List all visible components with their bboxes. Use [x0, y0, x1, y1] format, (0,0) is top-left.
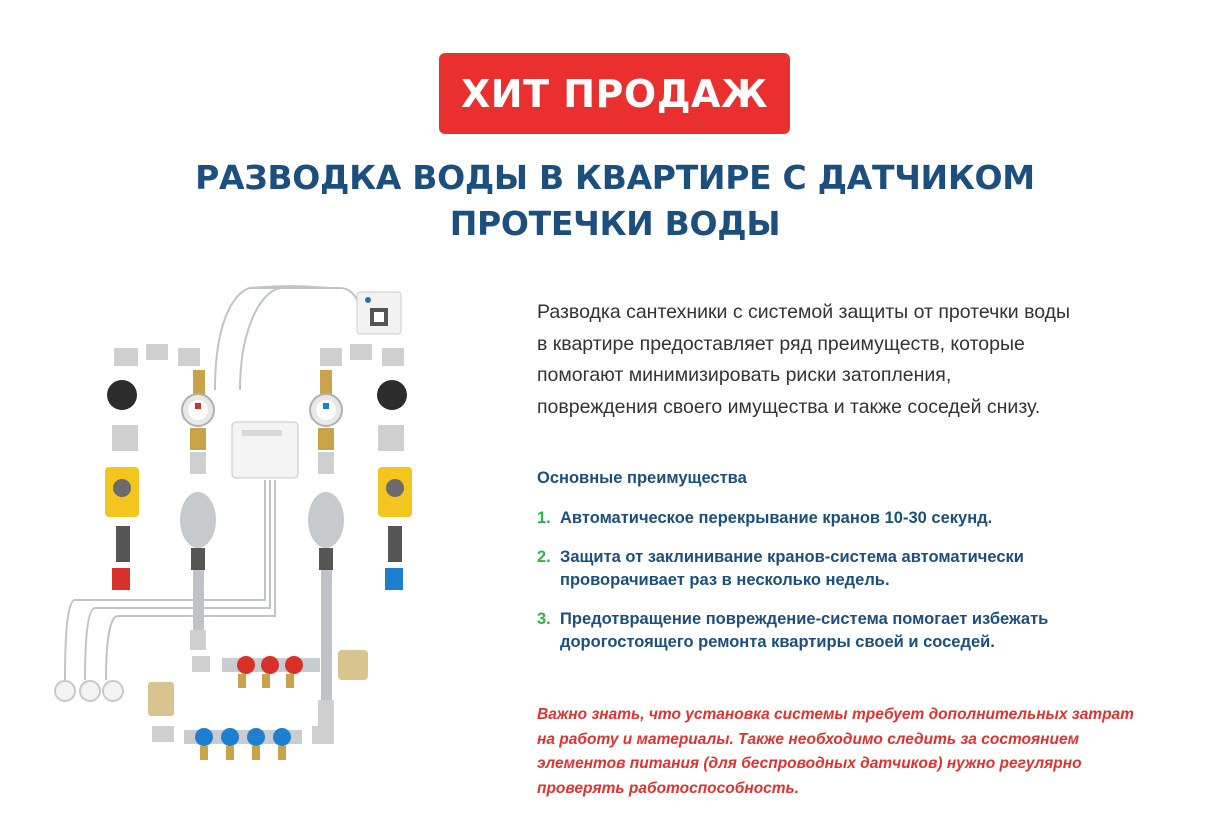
advantage-number: 3.	[537, 610, 551, 628]
plumbing-system-image	[0, 270, 500, 790]
advantage-text-line: Предотвращение повреждение-система помогает избежать	[560, 610, 1049, 628]
intro-line-3: помогают минимизировать риски затопления,	[537, 364, 952, 386]
page-title-line-1: РАЗВОДКА ВОДЫ В КВАРТИРЕ С ДАТЧИКОМ	[195, 158, 1035, 197]
hot-motorized-valve-icon	[105, 344, 200, 590]
advantage-text	[560, 546, 1024, 592]
advantage-item	[537, 608, 1157, 654]
intro-paragraph	[537, 297, 1177, 423]
warning-note-line: на работу и материалы. Также необходимо следить за состоянием	[537, 730, 1080, 748]
advantage-text-line: Защита от заклинивание кранов-система автоматически	[560, 548, 1024, 566]
advantages-list	[537, 507, 1157, 670]
cold-manifold-icon	[148, 682, 334, 760]
warning-note-line: элементов питания (для беспроводных датчиков) нужно регулярно	[537, 755, 1082, 772]
advantage-text-line: дорогостоящего ремонта квартиры своей и соседей.	[560, 633, 995, 651]
advantage-number: 1.	[537, 509, 551, 527]
hit-sales-button[interactable]	[439, 53, 790, 134]
advantage-item	[537, 507, 1157, 530]
hot-manifold-icon	[192, 650, 368, 688]
leak-sensor-icon	[55, 681, 123, 701]
leak-controller-icon	[232, 422, 298, 478]
advantage-text-line: проворачивает раз в несколько недель.	[560, 571, 890, 589]
advantage-number: 2.	[537, 548, 551, 566]
qr-label-icon	[357, 292, 401, 334]
advantage-text	[560, 507, 992, 530]
warning-note-line: Важно знать, что установка системы требует дополнительных затрат	[537, 706, 1134, 723]
advantage-text-line: Автоматическое перекрывание кранов 10-30 секунд.	[560, 509, 993, 527]
advantage-text	[560, 608, 1048, 654]
intro-line-1: Разводка сантехники с системой защиты от протечки воды	[537, 301, 1071, 323]
advantage-item	[537, 546, 1157, 592]
page-title-line-2: ПРОТЕЧКИ ВОДЫ	[449, 204, 781, 243]
page-title	[100, 155, 1130, 247]
warning-note-line: проверять работоспособность.	[537, 779, 800, 797]
hit-sales-label: ХИТ ПРОДАЖ	[461, 71, 768, 116]
advantages-heading: Основные преимущества	[537, 469, 747, 487]
warning-note	[537, 703, 1177, 801]
intro-line-4: повреждения своего имущества и также соседей снизу.	[537, 395, 1041, 418]
intro-line-2: в квартире предоставляет ряд преимуществ, которые	[537, 332, 1025, 355]
